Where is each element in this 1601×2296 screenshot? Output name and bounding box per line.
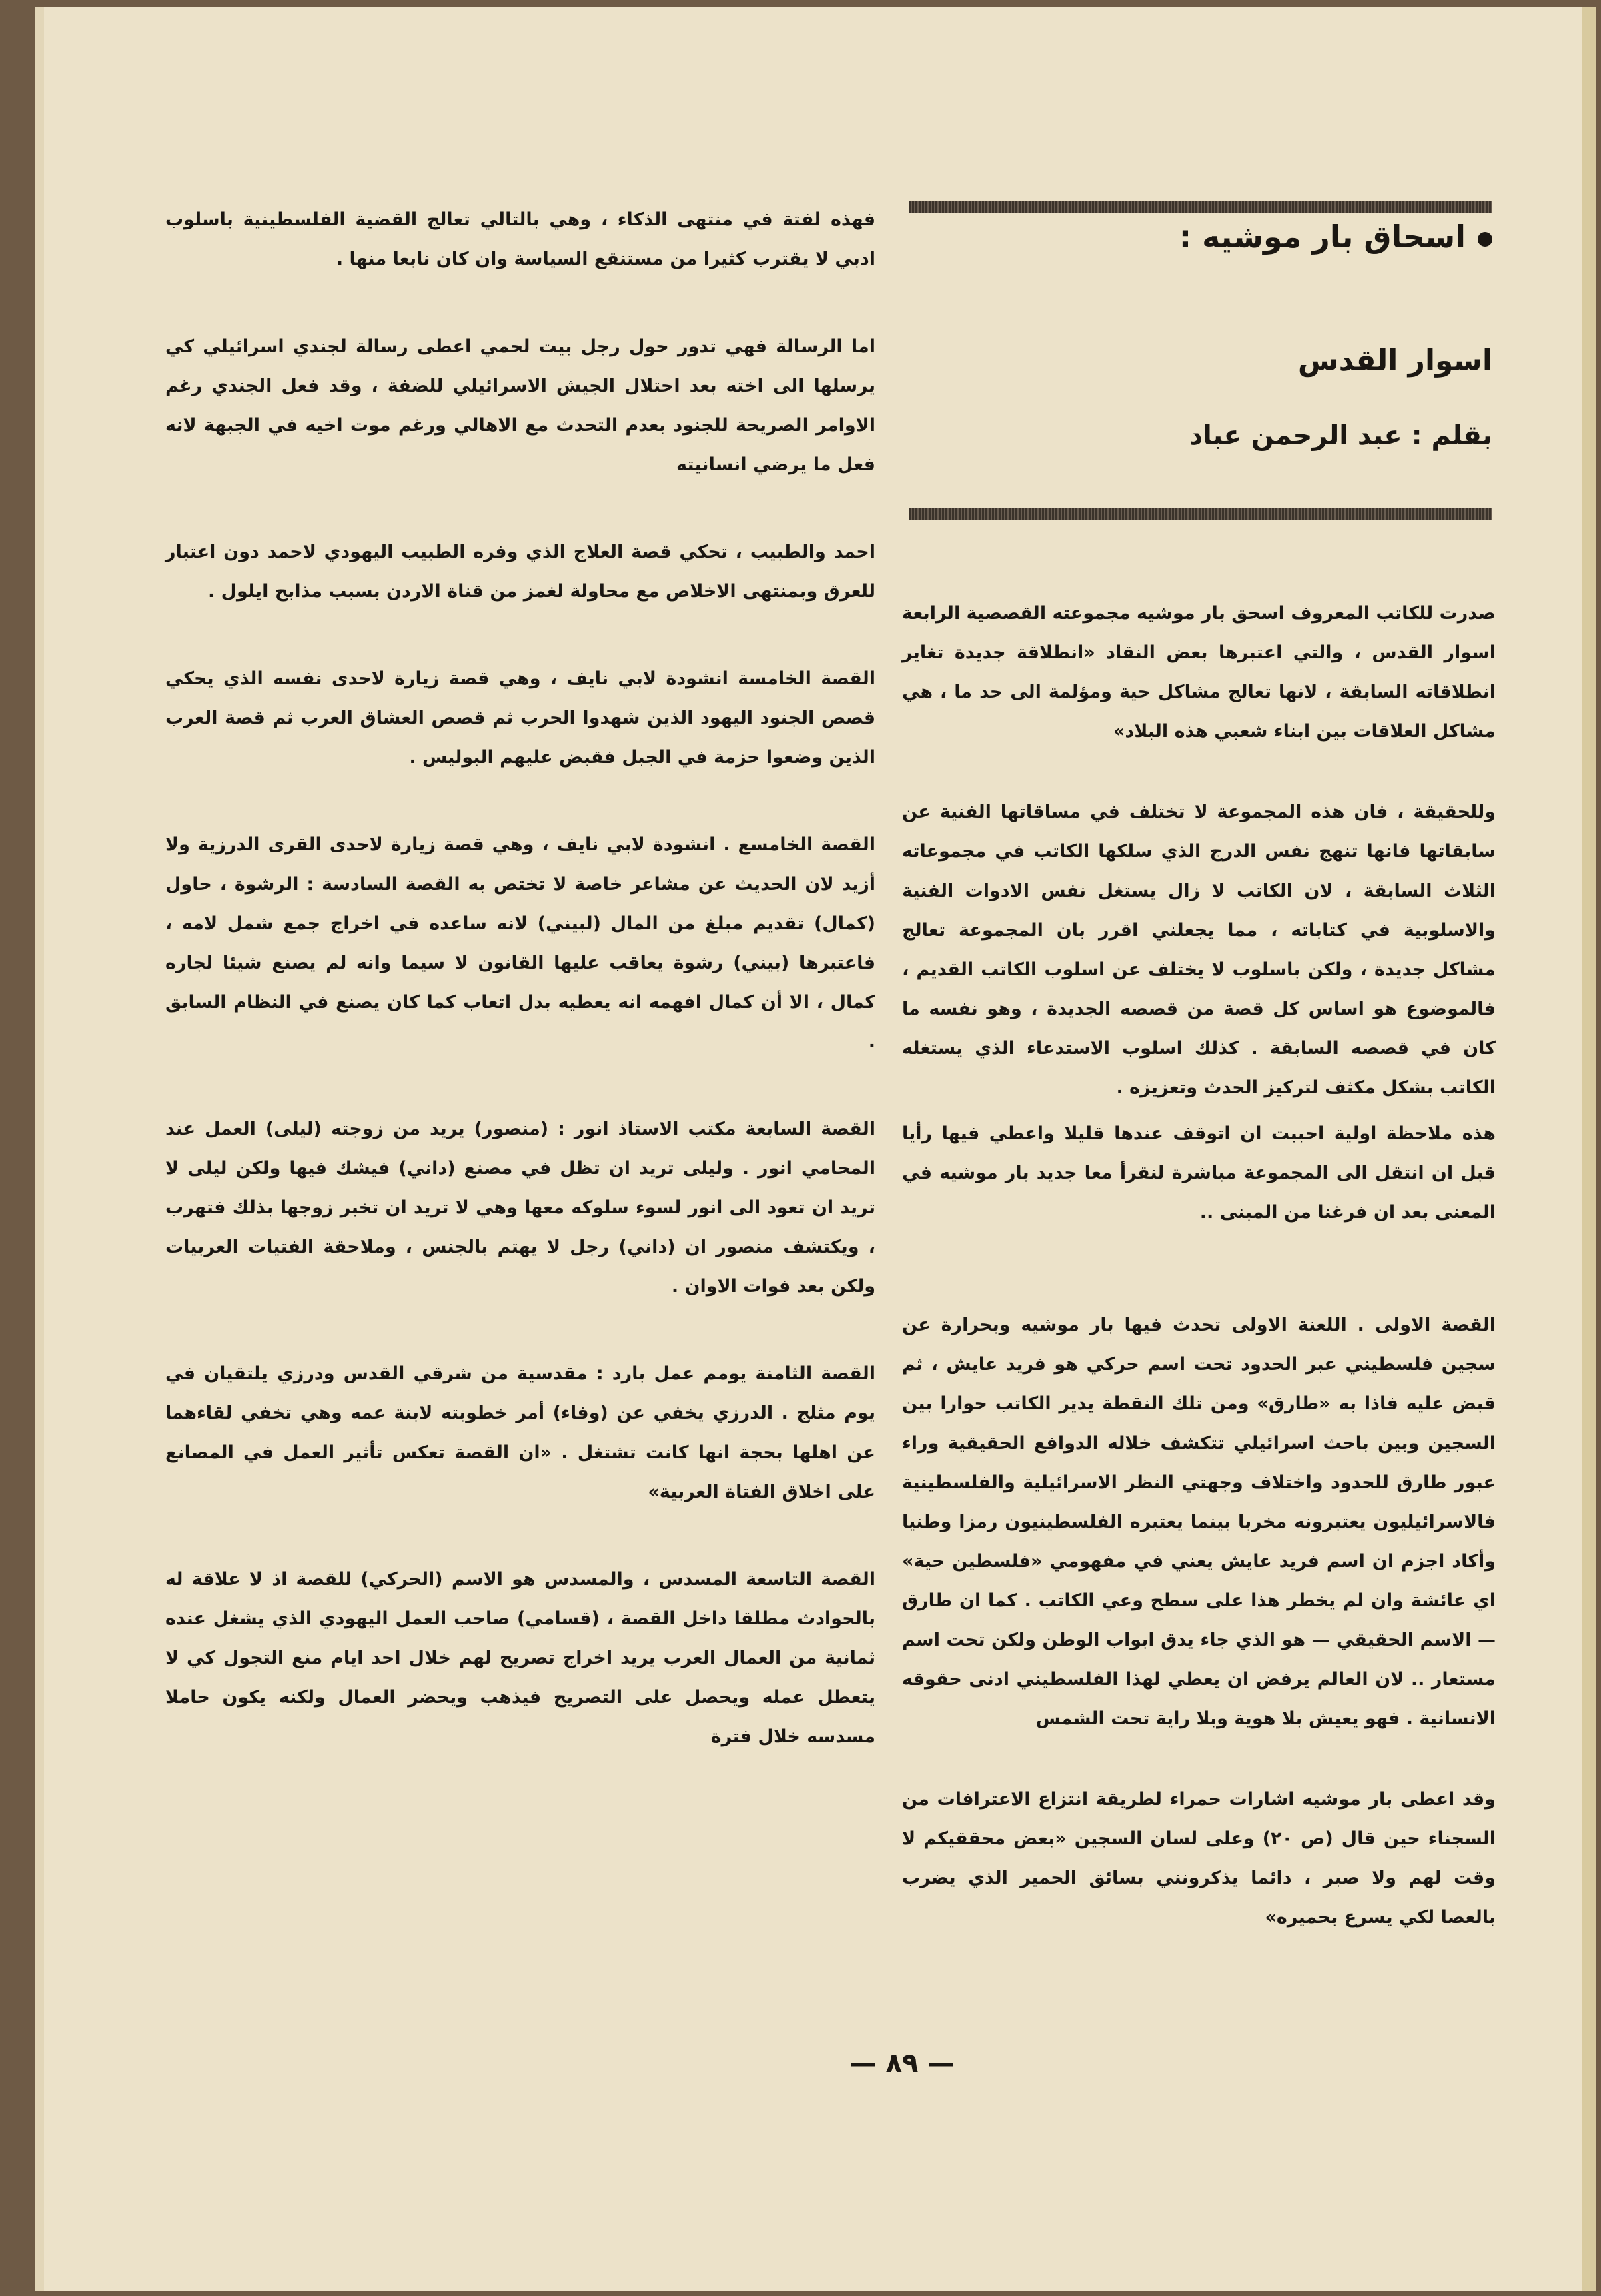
paragraph: وللحقيقة ، فان هذه المجموعة لا تختلف في مساقاتها الفنية عن سابقاتها فانها تنهج نفس الدرج الذي سلكها الكاتب في مجموعاته الثلاث السابقة ، لان الكاتب لا زال يستغل نفس الادوات الفنية والاسلوبية في كتاباته ، مما يجعلني اقرر بان المجموعة تعالج مشاكل جديدة ، ولكن باسلوب لا يختلف عن اسلوب الكاتب القديم ، فالموضوع هو اساس كل قصة من قصصه الجديدة ، وهو نفسه ما كان في قصصه السابقة . كذلك اسلوب الاستدعاء الذي يستغله الكاتب بشكل مكثف لتركيز الحدث وتعزيزه .: [902, 802, 1496, 1098]
paragraph: القصة التاسعة المسدس ، والمسدس هو الاسم (الحركي) للقصة اذ لا علاقة له بالحوادث مطلقا داخل القصة ، (قسامي) صاحب العمل اليهودي الذي يشغل عنده ثمانية من العمال العرب يريد اخراج تصريح لهم خلال احد ايام منع التجول كي لا يتعطل عمله ويحصل على التصريح فيذهب ويحضر العمال ولكنه يكون حاملا مسدسه خلال فترة: [165, 1569, 875, 1747]
article-title-block: [915, 219, 1492, 255]
magazine-page: [35, 7, 1596, 2291]
header-rule-bottom: [909, 508, 1492, 520]
right-column: [902, 594, 1496, 1978]
article-title: اسحاق بار موشيه :: [1179, 219, 1466, 255]
page-left-edge: [35, 7, 44, 2291]
article-subtitle: اسوار القدس: [1297, 344, 1492, 378]
paragraph: اما الرسالة فهي تدور حول رجل بيت لحمي اعطى رسالة لجندي اسرائيلي كي يرسلها الى اخته بعد احتلال الجيش الاسرائيلي للضفة ، وقد فعل الجندي رغم الاوامر الصريحة للجنود بعدم التحدث مع الاهالي ورغم موت اخيه في الجبهة لانه فعل ما يرضي انسانيته: [165, 336, 875, 475]
paragraph: هذه ملاحظة اولية احببت ان اتوقف عندها قليلا واعطي فيها رأيا قبل ان انتقل الى المجموعة مباشرة لنقرأ معا جديد بار موشيه في المعنى بعد ان فرغنا من المبنى ..: [902, 1123, 1496, 1223]
page-right-edge: [1582, 7, 1596, 2291]
paragraph: وقد اعطى بار موشيه اشارات حمراء لطريقة انتزاع الاعترافات من السجناء حين قال (ص ٢٠) وعلى لسان السجين «بعض محققيكم لا وقت لهم ولا صبر ، دائما يذكرونني بسائق الحمير الذي يضرب بالعصا لكي يسرع بحميره»: [902, 1789, 1496, 1928]
paragraph: صدرت للكاتب المعروف اسحق بار موشيه مجموعته القصصية الرابعة اسوار القدس ، والتي اعتبرها بعض النقاد «انطلاقة جديدة تغاير انطلاقاته السابقة ، لانها تعالج مشاكل حية ومؤلمة الى حد ما ، هي مشاكل العلاقات بين ابناء شعبي هذه البلاد»: [902, 603, 1496, 742]
article-byline: بقلم : عبد الرحمن عباد: [1189, 420, 1492, 451]
header-rule-top: [909, 201, 1492, 213]
paragraph: القصة الثامنة يومم عمل بارد : مقدسية من شرقي القدس ودرزي يلتقيان في يوم مثلج . الدرزي يخفي عن (وفاء) أمر خطوبته لابنة عمه وهي تخفي لقاءهما عن اهلها بحجة انها كانت تشتغل . «ان القصة تعكس تأثير العمل في المصانع على اخلاق الفتاة العربية»: [165, 1363, 875, 1502]
left-column: [165, 200, 875, 1804]
paragraph: احمد والطبيب ، تحكي قصة العلاج الذي وفره الطبيب اليهودي لاحمد دون اعتبار للعرق وبمنتهى الاخلاص مع محاولة لغمز من قناة الاردن بسبب مذابح ايلول .: [165, 542, 875, 602]
paragraph: القصة السابعة مكتب الاستاذ انور : (منصور) يريد من زوجته (ليلى) العمل عند المحامي انور . وليلى تريد ان تظل في مصنع (داني) فيشك فيها ولكن ليلى لا تريد ان تعود الى انور لسوء سلوكه معها وهي لا تريد ان تخبر زوجها بذلك فتهرب ، ويكتشف منصور ان (داني) رجل لا يهتم بالجنس ، وملاحقة الفتيات العربيات ولكن بعد فوات الاوان .: [165, 1119, 875, 1297]
paragraph: القصة الخامسع . انشودة لابي نايف ، وهي قصة زيارة لاحدى القرى الدرزية ولا أزيد لان الحديث عن مشاعر خاصة لا تختص به القصة السادسة : الرشوة ، حاول (كمال) تقديم مبلغ من المال (لبيني) لانه ساعده في اخراج جمع شمل لامه ، فاعتبرها (بيني) رشوة يعاقب عليها القانون لا سيما وانه لم يصنع شيئا لجاره كمال ، الا أن كمال افهمه انه يعطيه بدل اتعاب كما كان يصنع في النظام السابق .: [165, 834, 875, 1052]
paragraph: فهذه لفتة في منتهى الذكاء ، وهي بالتالي تعالج القضية الفلسطينية باسلوب ادبي لا يقترب كثيرا من مستنقع السياسة وان كان نابعا منها .: [165, 209, 875, 269]
bullet-icon: [1478, 232, 1492, 247]
paragraph: القصة الخامسة انشودة لابي نايف ، وهي قصة زيارة لاحدى نفسه الذي يحكي قصص الجنود اليهود الذين شهدوا الحرب ثم قصص العشاق العرب ثم قصة العرب الذين وضعوا حزمة في الجبل فقبض عليهم البوليس .: [165, 668, 875, 768]
paragraph: القصة الاولى . اللعنة الاولى تحدث فيها بار موشيه وبحرارة عن سجين فلسطيني عبر الحدود تحت اسم حركي هو فريد عايش ، ثم قبض عليه فاذا به «طارق» ومن تلك النقطة يدير الكاتب حوارا بين السجين وبين باحث اسرائيلي تتكشف خلاله الدوافع الحقيقية وراء عبور طارق للحدود واختلاف وجهتي النظر الاسرائيلية والفلسطينية فالاسرائيليون يعتبرونه مخربا بينما يعتبره الفلسطينيون رمزا وطنيا وأكاد اجزم ان اسم فريد عايش يعني في مفهومي «فلسطين حية» اي عائشة وان لم يخطر هذا على سطح وعي الكاتب . كما ان طارق — الاسم الحقيقي — هو الذي جاء يدق ابواب الوطن ولكن تحت اسم مستعار .. لان العالم يرفض ان يعطي لهذا الفلسطيني ادنى حقوقه الانسانية . فهو يعيش بلا هوية وبلا راية تحت الشمس: [902, 1315, 1496, 1729]
page-number: — ٨٩ —: [849, 2048, 955, 2079]
